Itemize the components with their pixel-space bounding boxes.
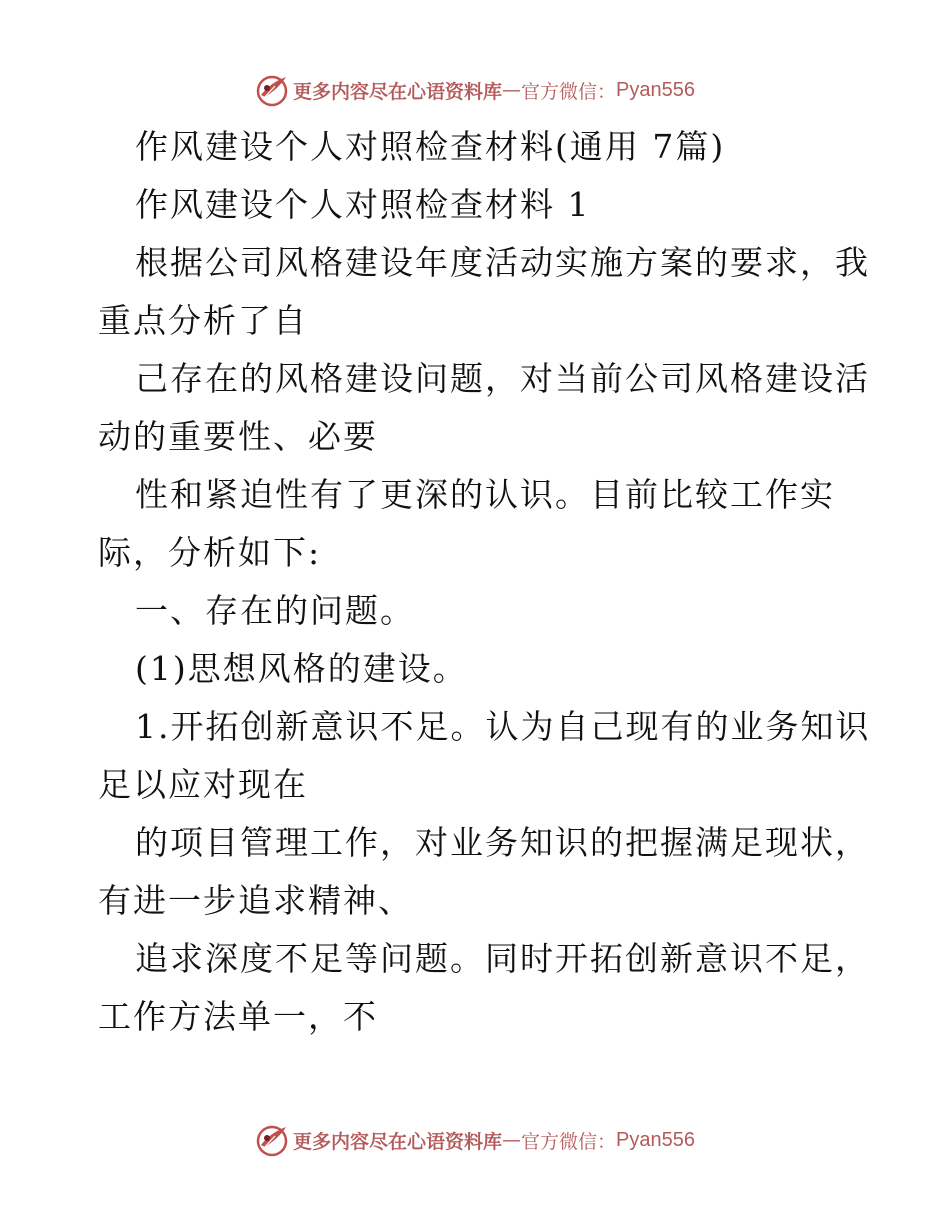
paragraph-line: 工作方法单一，不 (98, 997, 378, 1036)
feather-pen-circle-icon (255, 73, 289, 107)
brand-text: 更多内容尽在心语资料库 (293, 1130, 503, 1153)
paragraph-line: 己存在的风格建设问题，对当前公司风格建设活 (135, 359, 870, 398)
subsection-heading: 一、存在的问题。 (135, 591, 415, 630)
wechat-id: Pyan556 (616, 78, 695, 101)
paragraph-line: 际，分析如下: (98, 533, 322, 572)
header-watermark-banner (0, 70, 950, 110)
wechat-id: Pyan556 (616, 1128, 695, 1151)
paragraph-line: 追求深度不足等问题。同时开拓创新意识不足， (135, 939, 870, 978)
official-wechat-label: 官方微信： (521, 80, 617, 103)
banner-dash: — (502, 1129, 522, 1151)
paragraph-line: 重点分析了自 (98, 301, 308, 340)
brand-text: 更多内容尽在心语资料库 (293, 80, 503, 103)
paragraph-line: 有进一步追求精神、 (98, 881, 413, 920)
paragraph-line: 性和紧迫性有了更深的认识。目前比较工作实 (135, 475, 835, 514)
banner-dash: — (502, 79, 522, 101)
paragraph-line: 1.开拓创新意识不足。认为自己现有的业务知识 (135, 707, 871, 746)
document-body (98, 118, 871, 1046)
footer-watermark-banner (0, 1120, 950, 1160)
paragraph-line: 足以应对现在 (98, 765, 308, 804)
paragraph-line: 根据公司风格建设年度活动实施方案的要求，我 (135, 243, 870, 282)
feather-pen-circle-icon (255, 1123, 289, 1157)
section-heading: 作风建设个人对照检查材料 1 (135, 185, 591, 224)
paragraph-line: 的项目管理工作，对业务知识的把握满足现状， (135, 823, 870, 862)
official-wechat-label: 官方微信： (521, 1130, 617, 1153)
document-title: 作风建设个人对照检查材料(通用 7篇) (135, 127, 726, 166)
paragraph-line: 动的重要性、必要 (98, 417, 378, 456)
subsection-heading: (1)思想风格的建设。 (135, 649, 468, 688)
